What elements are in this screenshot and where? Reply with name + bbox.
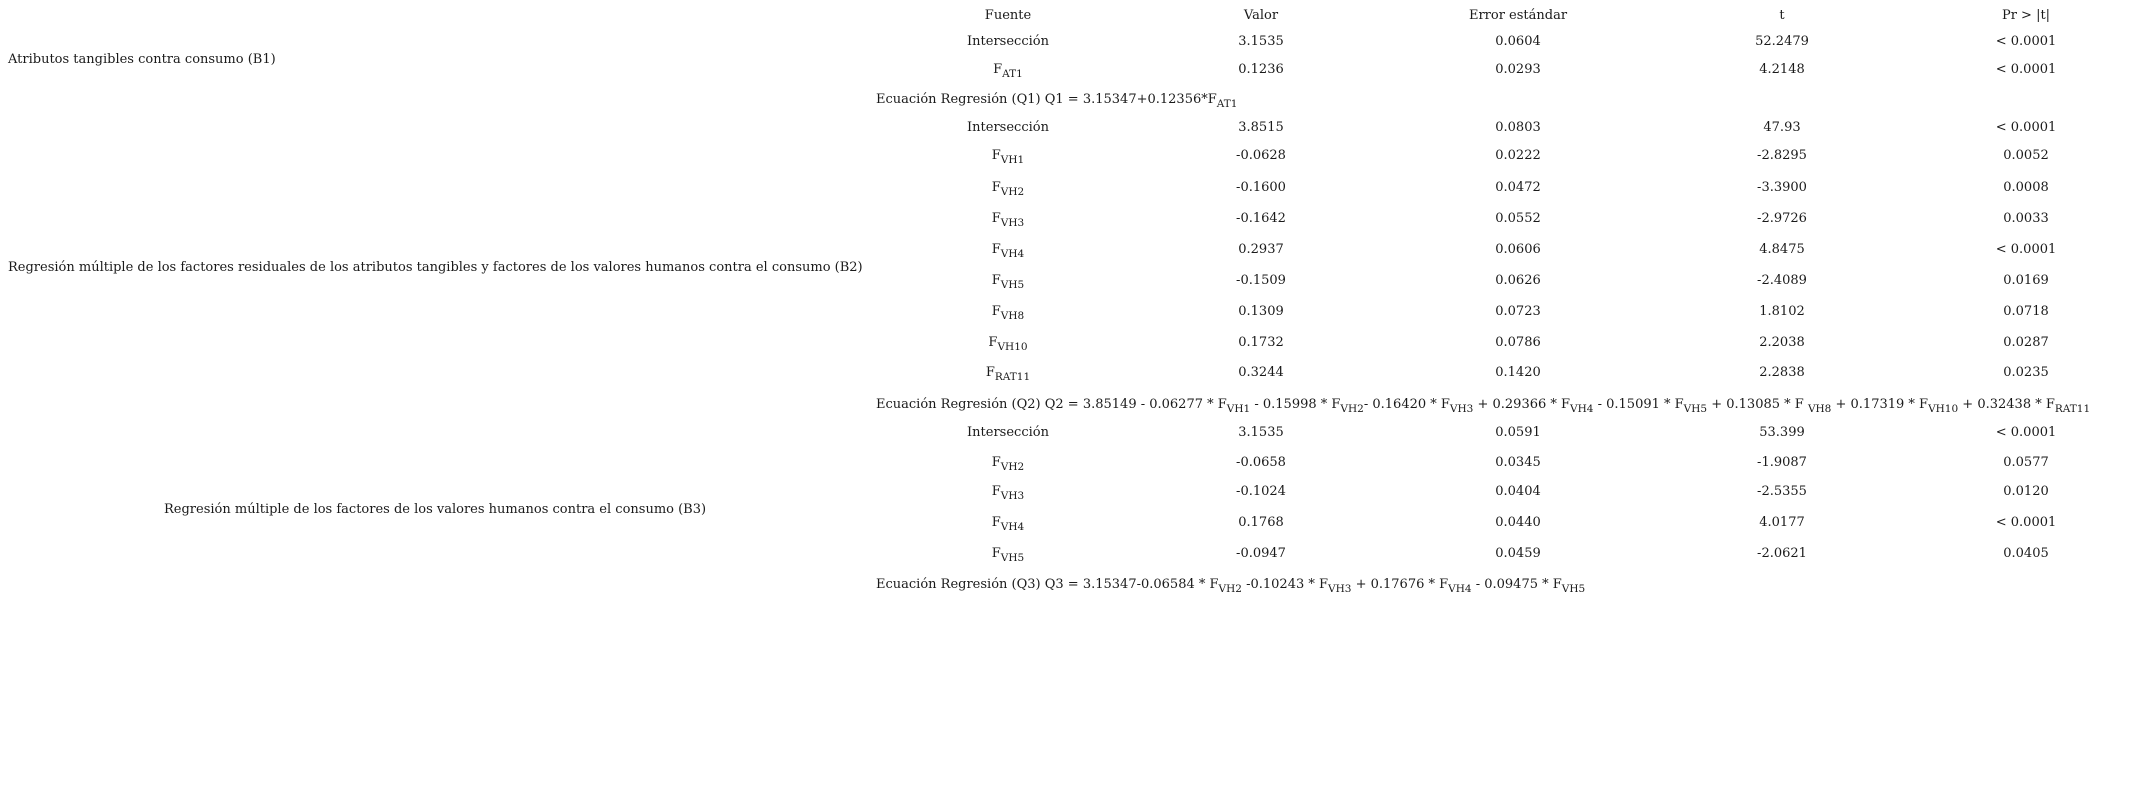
cell-value: 0.1732 bbox=[1238, 335, 1284, 350]
cell-value: -0.1600 bbox=[1236, 180, 1286, 195]
cell-p: 0.0718 bbox=[2003, 304, 2049, 319]
cell-value: -0.0947 bbox=[1236, 546, 1286, 561]
cell-t: 47.93 bbox=[1763, 120, 1801, 135]
equation-term-subscript: VH4 bbox=[1570, 403, 1594, 415]
cell-value: -0.1509 bbox=[1236, 273, 1286, 288]
cell-std-error: 0.0606 bbox=[1495, 242, 1541, 257]
factor-subscript: VH2 bbox=[1000, 186, 1025, 198]
cell-source: $F_{VH8}$ bbox=[991, 304, 1025, 322]
header-std-error: Error estándar bbox=[1468, 8, 1568, 23]
group-label-b2: Regresión múltiple de los factores residuales de los atributos tangibles y factores de los valores humanos contra el consumo (B2) bbox=[8, 260, 863, 275]
cell-t: -2.9726 bbox=[1757, 211, 1807, 226]
cell-source: $F_{VH2}$ bbox=[991, 180, 1025, 198]
cell-t: -2.5355 bbox=[1757, 484, 1807, 499]
factor-subscript: VH10 bbox=[997, 341, 1028, 353]
equation-term-subscript: VH10 bbox=[1928, 403, 1959, 415]
equation-term-subscript: VH4 bbox=[1448, 583, 1472, 595]
cell-source: Intersección bbox=[967, 34, 1049, 49]
cell-source: $F_{VH3}$ bbox=[991, 211, 1025, 229]
cell-p: 0.0033 bbox=[2003, 211, 2049, 226]
cell-std-error: 0.1420 bbox=[1495, 365, 1541, 380]
cell-value: -0.1024 bbox=[1236, 484, 1286, 499]
cell-std-error: 0.0472 bbox=[1495, 180, 1541, 195]
cell-value: 3.1535 bbox=[1238, 34, 1284, 49]
header-source: Fuente bbox=[984, 8, 1032, 23]
equation-term-text: - 0.15998 * F bbox=[1250, 397, 1341, 412]
equation-term-text: - 0.15091 * F bbox=[1593, 397, 1684, 412]
cell-source: Intersección bbox=[967, 120, 1049, 135]
cell-value: 0.1309 bbox=[1238, 304, 1284, 319]
cell-std-error: 0.0552 bbox=[1495, 211, 1541, 226]
equation-term-text: - 0.16420 * F bbox=[1363, 397, 1450, 412]
cell-std-error: 0.0723 bbox=[1495, 304, 1541, 319]
cell-p: 0.0405 bbox=[2003, 546, 2049, 561]
cell-t: 4.8475 bbox=[1759, 242, 1805, 257]
cell-t: -2.8295 bbox=[1757, 148, 1807, 163]
regression-equation-q3 bbox=[876, 577, 1585, 593]
cell-value: 0.3244 bbox=[1238, 365, 1284, 380]
cell-t: 2.2038 bbox=[1759, 335, 1805, 350]
cell-value: -0.0658 bbox=[1236, 455, 1286, 470]
factor-subscript: VH8 bbox=[1000, 310, 1025, 322]
cell-p: 0.0287 bbox=[2003, 335, 2049, 350]
equation-term-subscript: VH5 bbox=[1683, 403, 1708, 415]
regression-equation-q2 bbox=[876, 397, 2090, 413]
equation-term-subscript: AT1 bbox=[1216, 98, 1238, 110]
cell-p: < 0.0001 bbox=[1995, 34, 2057, 49]
cell-source: $F_{VH3}$ bbox=[991, 484, 1025, 502]
cell-t: 52.2479 bbox=[1755, 34, 1809, 49]
equation-term-subscript: RAT11 bbox=[2054, 403, 2091, 415]
cell-source: $F_{VH4}$ bbox=[991, 515, 1025, 533]
cell-std-error: 0.0404 bbox=[1495, 484, 1541, 499]
header-p: Pr > |t| bbox=[2001, 8, 2051, 23]
cell-std-error: 0.0440 bbox=[1495, 515, 1541, 530]
cell-source: Intersección bbox=[967, 425, 1049, 440]
equation-term-subscript: VH8 bbox=[1807, 403, 1832, 415]
cell-t: 1.8102 bbox=[1759, 304, 1805, 319]
cell-t: -3.3900 bbox=[1757, 180, 1807, 195]
regression-equation-q1 bbox=[876, 92, 1237, 108]
cell-t: -1.9087 bbox=[1757, 455, 1807, 470]
header-t: t bbox=[1779, 8, 1785, 23]
equation-term-text: + 0.29366 * F bbox=[1473, 397, 1571, 412]
cell-value: 0.1236 bbox=[1238, 62, 1284, 77]
equation-term-text: + 0.13085 * F bbox=[1707, 397, 1808, 412]
factor-subscript: VH1 bbox=[1000, 154, 1025, 166]
cell-value: 3.8515 bbox=[1238, 120, 1284, 135]
equation-term-text: - 0.09475 * F bbox=[1471, 577, 1562, 592]
group-label-b1: Atributos tangibles contra consumo (B1) bbox=[8, 52, 276, 67]
equation-term-text: + 0.17676 * F bbox=[1351, 577, 1449, 592]
factor-subscript: VH4 bbox=[1000, 521, 1025, 533]
equation-term-subscript: VH3 bbox=[1449, 403, 1474, 415]
factor-subscript: VH4 bbox=[1000, 248, 1025, 260]
header-value: Valor bbox=[1243, 8, 1279, 23]
factor-subscript: VH5 bbox=[1000, 279, 1025, 291]
cell-std-error: 0.0222 bbox=[1495, 148, 1541, 163]
cell-t: 53.399 bbox=[1759, 425, 1805, 440]
cell-p: 0.0120 bbox=[2003, 484, 2049, 499]
cell-p: 0.0169 bbox=[2003, 273, 2049, 288]
cell-p: < 0.0001 bbox=[1995, 515, 2057, 530]
equation-prefix: Ecuación Regresión (Q2) Q2 = 3.85149 - 0.06277 * F bbox=[876, 397, 1227, 412]
cell-p: 0.0008 bbox=[2003, 180, 2049, 195]
cell-source: $F_{VH5}$ bbox=[991, 273, 1025, 291]
cell-std-error: 0.0345 bbox=[1495, 455, 1541, 470]
cell-source: $F_{RAT11}$ bbox=[985, 365, 1031, 383]
cell-std-error: 0.0803 bbox=[1495, 120, 1541, 135]
cell-std-error: 0.0604 bbox=[1495, 34, 1541, 49]
equation-term-text: -0.10243 * F bbox=[1241, 577, 1329, 592]
factor-subscript: VH3 bbox=[1000, 217, 1025, 229]
equation-prefix: Ecuación Regresión (Q3) Q3 = 3.15347-0.06584 * F bbox=[876, 577, 1219, 592]
equation-term-text: + 0.32438 * F bbox=[1958, 397, 2055, 412]
factor-subscript: VH2 bbox=[1000, 461, 1025, 473]
cell-source: $F_{VH10}$ bbox=[988, 335, 1028, 353]
equation-term-subscript: VH1 bbox=[1226, 403, 1251, 415]
cell-value: 3.1535 bbox=[1238, 425, 1284, 440]
cell-t: -2.0621 bbox=[1757, 546, 1807, 561]
cell-std-error: 0.0626 bbox=[1495, 273, 1541, 288]
cell-source: $F_{AT1}$ bbox=[993, 62, 1023, 80]
factor-subscript: VH5 bbox=[1000, 552, 1025, 564]
equation-term-subscript: VH2 bbox=[1218, 583, 1242, 595]
cell-t: 4.0177 bbox=[1759, 515, 1805, 530]
cell-p: < 0.0001 bbox=[1995, 242, 2057, 257]
cell-value: -0.0628 bbox=[1236, 148, 1286, 163]
factor-subscript: AT1 bbox=[1002, 68, 1023, 80]
cell-t: 4.2148 bbox=[1759, 62, 1805, 77]
cell-value: -0.1642 bbox=[1236, 211, 1286, 226]
equation-term-subscript: VH5 bbox=[1561, 583, 1586, 595]
cell-std-error: 0.0459 bbox=[1495, 546, 1541, 561]
equation-term-subscript: VH2 bbox=[1340, 403, 1364, 415]
cell-t: -2.4089 bbox=[1757, 273, 1807, 288]
cell-std-error: 0.0786 bbox=[1495, 335, 1541, 350]
group-label-b3: Regresión múltiple de los factores de los valores humanos contra el consumo (B3) bbox=[164, 502, 707, 517]
cell-p: < 0.0001 bbox=[1995, 62, 2057, 77]
cell-p: 0.0235 bbox=[2003, 365, 2049, 380]
equation-prefix: Ecuación Regresión (Q1) Q1 = 3.15347+0.12356*F bbox=[876, 92, 1217, 107]
cell-source: $F_{VH1}$ bbox=[991, 148, 1025, 166]
cell-std-error: 0.0293 bbox=[1495, 62, 1541, 77]
cell-source: $F_{VH2}$ bbox=[991, 455, 1025, 473]
cell-std-error: 0.0591 bbox=[1495, 425, 1541, 440]
cell-value: 0.1768 bbox=[1238, 515, 1284, 530]
cell-p: < 0.0001 bbox=[1995, 425, 2057, 440]
cell-source: $F_{VH4}$ bbox=[991, 242, 1025, 260]
cell-value: 0.2937 bbox=[1238, 242, 1284, 257]
cell-p: 0.0577 bbox=[2003, 455, 2049, 470]
cell-p: 0.0052 bbox=[2003, 148, 2049, 163]
cell-t: 2.2838 bbox=[1759, 365, 1805, 380]
factor-subscript: RAT11 bbox=[994, 371, 1031, 383]
cell-p: < 0.0001 bbox=[1995, 120, 2057, 135]
equation-term-subscript: VH3 bbox=[1328, 583, 1352, 595]
equation-term-text: + 0.17319 * F bbox=[1831, 397, 1929, 412]
factor-subscript: VH3 bbox=[1000, 490, 1025, 502]
cell-source: $F_{VH5}$ bbox=[991, 546, 1025, 564]
